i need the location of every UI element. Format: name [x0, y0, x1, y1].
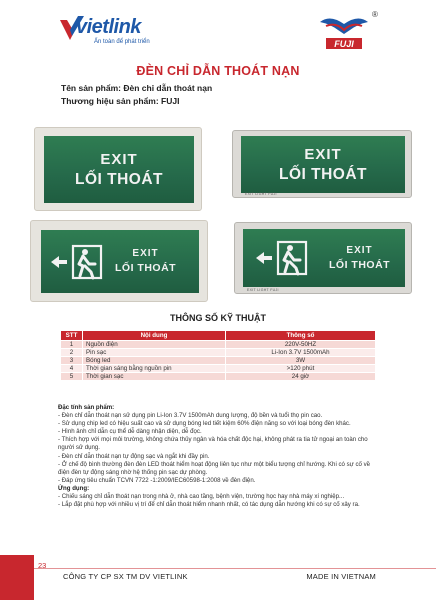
sign-strip-label: EXIT LIGHT FUJI — [247, 288, 279, 292]
brand-name: vietlink — [76, 16, 141, 38]
product-brand-line — [61, 96, 179, 106]
running-man-arrow-icon — [49, 242, 109, 282]
vietlink-logo — [58, 14, 168, 48]
sign-face — [41, 230, 199, 293]
spec-table — [60, 330, 376, 381]
applications-heading: Ứng dụng: — [58, 484, 90, 492]
feature-line: - Đèn chỉ dẫn thoát nạn tự động sạc và ngắt khi đầy pin. — [58, 452, 210, 460]
spec-header-stt: STT — [61, 331, 83, 341]
exit-sign-text-white — [34, 127, 202, 211]
footer-made-in: MADE IN VIETNAM — [306, 572, 376, 581]
sign-exit-text: EXIT — [304, 145, 342, 163]
spec-stt: 4 — [61, 365, 83, 373]
product-name-label: Tên sản phẩm: — [61, 83, 121, 93]
spec-value: Li-Ion 3.7V 1500mAh — [226, 349, 376, 357]
product-name-line — [61, 83, 212, 93]
spec-title: THÔNG SỐ KỸ THUẬT — [170, 313, 266, 323]
spec-stt: 5 — [61, 373, 83, 381]
spec-header-content: Nội dung — [83, 331, 226, 341]
footer-company: CÔNG TY CP SX TM DV VIETLINK — [63, 572, 188, 581]
footer-divider — [34, 568, 436, 569]
spec-value: >120 phút — [226, 365, 376, 373]
sign-text-group — [329, 246, 390, 271]
spec-header-value: Thông số — [226, 331, 376, 341]
feature-line: - Thích hợp với mọi môi trường, không chứa thủy ngân và hóa chất độc hại, không phát ra tia tử ngoại an toàn cho người sử dụng. — [58, 436, 368, 452]
table-row — [61, 341, 376, 349]
fuji-logo — [316, 12, 378, 52]
svg-text:FUJI: FUJI — [334, 39, 354, 49]
sign-face — [243, 229, 405, 287]
brand-tagline: Ấn toàn để phát triển — [94, 39, 150, 45]
table-row — [61, 365, 376, 373]
page-title: ĐÈN CHỈ DẪN THOÁT NẠN — [136, 64, 300, 78]
features-section — [58, 404, 378, 509]
spec-content: Thời gian sáng bằng nguồn pin — [83, 365, 226, 373]
sign-exit-text: EXIT — [346, 244, 373, 256]
spec-value: 3W — [226, 357, 376, 365]
footer — [0, 555, 436, 600]
table-row — [61, 373, 376, 381]
product-brand-value: FUJI — [161, 96, 180, 106]
feature-line: - Ở chế độ bình thường đèn đèn LED thoát hiểm hoạt động liên tục như một biểu tượng chỉ hướng. Khi có sự cố về điện đèn tự động sáng nhờ hệ thống pin sạc dự phòng. — [58, 460, 371, 476]
application-line: - Chiếu sáng chỉ dẫn thoát nạn trong nhà ở, nhà cao tầng, bệnh viện, trường học hay nhà máy xí nghiệp... — [58, 493, 345, 501]
features-heading: Đặc tính sản phẩm: — [58, 404, 115, 411]
exit-sign-text-silver — [232, 130, 412, 198]
spec-content: Pin sạc — [83, 349, 226, 357]
exit-sign-figure-silver — [234, 222, 412, 294]
sign-text-group — [115, 249, 176, 274]
sign-loi-thoat-text: LỐI THOÁT — [329, 258, 391, 271]
page-number: 23 — [38, 561, 47, 570]
running-man-arrow-icon — [253, 238, 315, 278]
spec-content: Bóng led — [83, 357, 226, 365]
footer-red-bar — [0, 555, 34, 600]
spec-stt: 1 — [61, 341, 83, 349]
sign-loi-thoat-text: LỐI THOÁT — [74, 170, 164, 188]
sign-exit-text: EXIT — [100, 150, 138, 168]
header — [0, 0, 436, 56]
spec-value: 24 giờ — [226, 373, 376, 381]
sign-loi-thoat-text: LỐI THOÁT — [278, 165, 368, 183]
table-row — [61, 349, 376, 357]
feature-line: - Đáp ứng tiêu chuẩn TCVN 7722 -1:2009/IEC60598-1:2008 về đèn điện. — [58, 476, 256, 484]
sign-strip-label: EXIT LIGHT FUJI — [245, 192, 277, 196]
spec-value: 220V-50HZ — [226, 341, 376, 349]
table-row — [61, 357, 376, 365]
registered-mark: ® — [372, 10, 378, 19]
sign-loi-thoat-text: LỐI THOÁT — [115, 262, 177, 275]
feature-line: - Hình ảnh chỉ dẫn cụ thể dễ dàng nhận diện, dễ đọc. — [58, 428, 202, 436]
spec-header-row — [61, 331, 376, 341]
exit-sign-figure-white — [30, 220, 208, 302]
spec-content: Nguồn điện — [83, 341, 226, 349]
application-line: - Lắp đặt phù hợp với nhiều vị trí để chỉ dẫn thoát hiểm nhanh nhất, có tác dụng dẫn hướng khi có sự cố xảy ra. — [58, 501, 360, 509]
spec-stt: 3 — [61, 357, 83, 365]
product-brand-label: Thương hiệu sản phẩm: — [61, 96, 159, 106]
sign-face — [44, 136, 194, 203]
fuji-eagle-icon — [316, 12, 372, 52]
sign-face — [241, 136, 405, 193]
spec-stt: 2 — [61, 349, 83, 357]
product-name-value: Đèn chỉ dẫn thoát nạn — [123, 83, 213, 93]
feature-line: - Đèn chỉ dẫn thoát nạn sử dụng pin Li-Ion 3.7V 1500mAh dung lượng, độ bền và tuổi thọ pin cao. — [58, 412, 323, 420]
sign-exit-text: EXIT — [132, 248, 159, 260]
feature-line: - Sử dụng chip led có hiệu suất cao và sử dụng bóng led tiết kiệm 60% điện năng so với loại bóng đèn khác. — [58, 420, 351, 428]
spec-content: Thời gian sạc — [83, 373, 226, 381]
